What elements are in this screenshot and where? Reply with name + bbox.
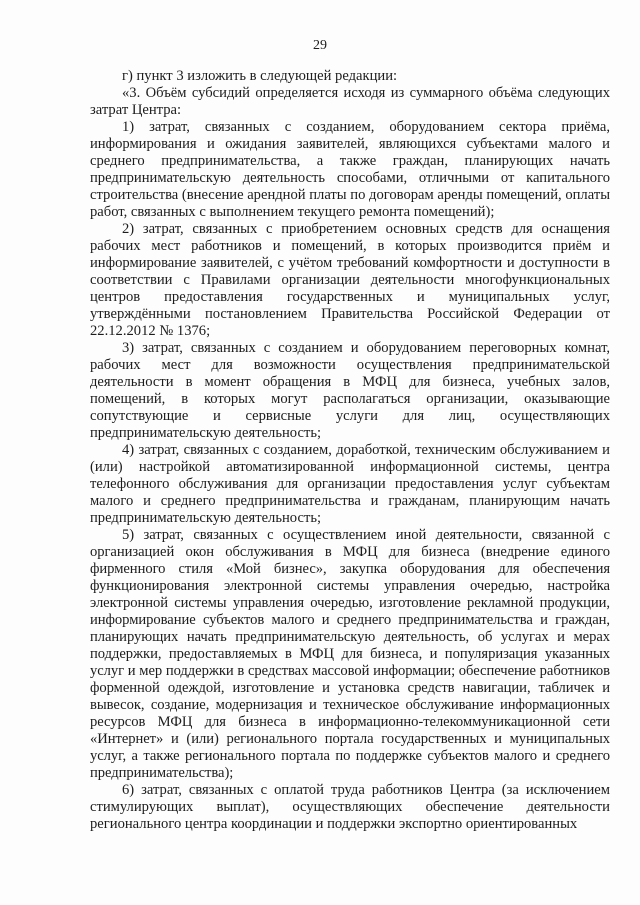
paragraph-subitem-4: 4) затрат, связанных с созданием, доработкой, техническим обслуживанием и (или) настройкой автоматизированной информационной системы, центра телефонного обслуживания для организации предоставления услуг субъектам малого и среднего предпринимательства и гражданам, планирующим начать предпринимательскую деятельность; bbox=[90, 442, 610, 526]
document-body bbox=[90, 68, 610, 833]
paragraph-subitem-6: 6) затрат, связанных с оплатой труда работников Центра (за исключением стимулирующих выплат), осуществляющих обеспечение деятельности регионального центра координации и поддержки экспортно ориентированных bbox=[90, 782, 610, 832]
paragraph-subitem-2: 2) затрат, связанных с приобретением основных средств для оснащения рабочих мест работников и помещений, в которых производится приём и информирование заявителей, с учётом требований комфортности и доступности в соответствии с Правилами организации деятельности многофункциональных центров предоставления государственных и муниципальных услуг, утверждёнными постановлением Правительства Российской Федерации от 22.12.2012 № 1376; bbox=[90, 221, 610, 339]
page-number: 29 bbox=[313, 38, 327, 53]
paragraph-subitem-5: 5) затрат, связанных с осуществлением иной деятельности, связанной с организацией окон обслуживания в МФЦ для бизнеса (внедрение единого фирменного стиля «Мой бизнес», закупка оборудования для обеспечения функционирования электронной системы управления очередью, настройка электронной системы управления очередью, изготовление рекламной продукции, информирование субъектов малого и среднего предпринимательства и граждан, планирующих начать предпринимательскую деятельность, об услугах и мерах поддержки, предоставляемых в МФЦ для бизнеса, и популяризация указанных услуг и мер поддержки в средствах массовой информации; обеспечение работников форменной одеждой, изготовление и установка средств навигации, табличек и вывесок, создание, модернизация и техническое обслуживание информационных ресурсов МФЦ для бизнеса в информационно-телекоммуникационной сети «Интернет» и (или) регионального портала государственных и муниципальных услуг, а также регионального портала по поддержке субъектов малого и среднего предпринимательства); bbox=[90, 527, 610, 781]
paragraph-intro: г) пункт 3 изложить в следующей редакции: bbox=[122, 68, 398, 84]
paragraph-subitem-3: 3) затрат, связанных с созданием и оборудованием переговорных комнат, рабочих мест для возможности осуществления предпринимательской деятельности в момент обращения в МФЦ для бизнеса, учебных залов, помещений, в которых могут располагаться организации, оказывающие сопутствующие и сервисные услуги для лиц, осуществляющих предпринимательскую деятельность; bbox=[90, 340, 610, 441]
paragraph-subitem-1: 1) затрат, связанных с созданием, оборудованием сектора приёма, информирования и ожидания заявителей, являющихся субъектами малого и среднего предпринимательства, а также граждан, планирующих начать предпринимательскую деятельность способами, отличными от капитального строительства (внесение арендной платы по договорам аренды помещений, оплаты работ, связанных с выполнением текущего ремонта помещений); bbox=[90, 119, 611, 220]
paragraph-item-3-heading: «3. Объём субсидий определяется исходя из суммарного объёма следующих затрат Центра: bbox=[90, 85, 610, 118]
